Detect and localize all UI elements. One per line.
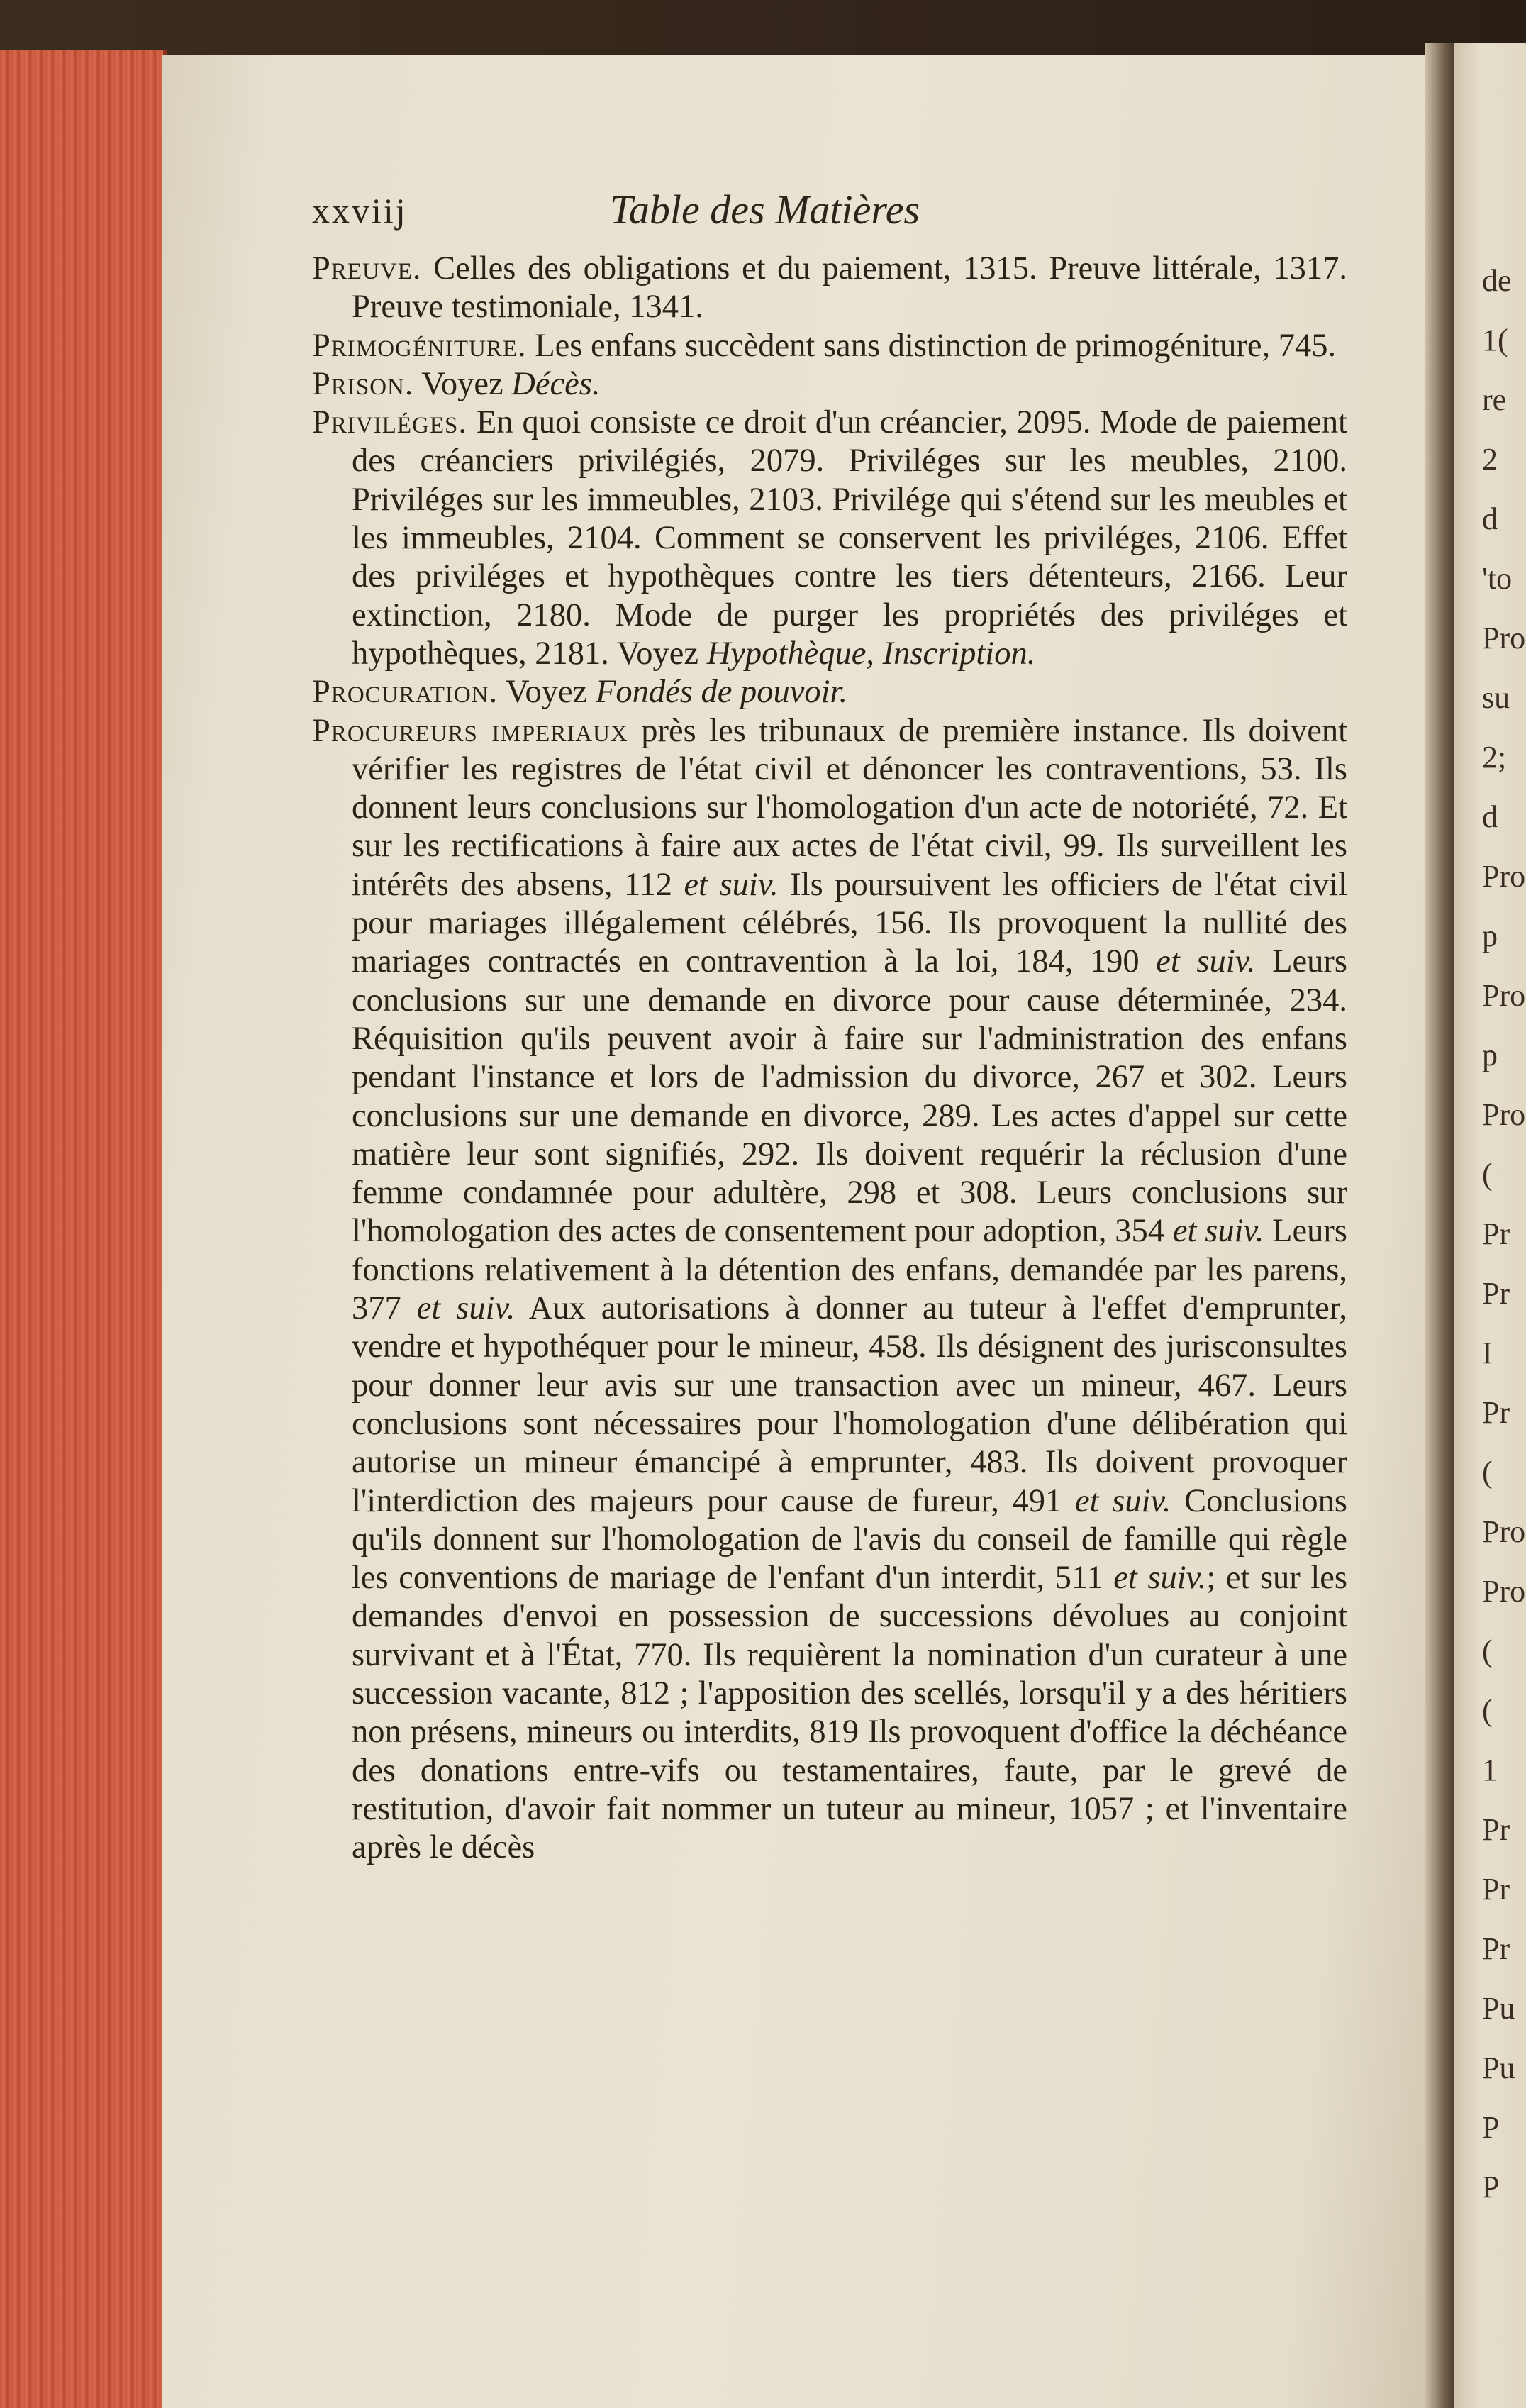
entry-text: Voyez: [413, 365, 512, 402]
entry-heading: Primogéniture.: [312, 327, 527, 364]
facing-page-fragment: Pr: [1482, 1276, 1510, 1311]
facing-page-fragment: p: [1482, 919, 1498, 953]
facing-page-fragment: d: [1482, 501, 1498, 536]
entry-heading: Prison.: [312, 365, 414, 402]
facing-page-fragment: (: [1482, 1633, 1493, 1668]
facing-page-fragment: 'to: [1482, 561, 1513, 596]
entry-crossref: Décès.: [511, 365, 601, 402]
facing-page-fragment: su: [1482, 680, 1510, 715]
entry-text: Les enfans succèdent sans distinction de primogéniture, 745.: [526, 327, 1337, 364]
index-entry: [312, 365, 1347, 404]
facing-page-fragment: (: [1482, 1455, 1493, 1489]
entry-crossref: et suiv.: [1075, 1482, 1171, 1519]
facing-page: [1454, 43, 1526, 2408]
facing-page-fragment: re: [1482, 382, 1507, 417]
index-entry: [312, 712, 1347, 1868]
facing-page-fragment: Pro: [1482, 1514, 1526, 1549]
facing-page-fragment: Pr: [1482, 1812, 1510, 1847]
facing-page-fragment: de: [1482, 263, 1512, 298]
entry-text: Ils poursuivent les officiers de l'état civil pour mariages illégalement célébrés, 156. Ils provoquent la nullité des mariages contractés en contravention à la loi, 184, 190: [352, 866, 1347, 980]
entry-heading: Preuve.: [312, 250, 422, 287]
entry-heading: Procureurs imperiaux: [312, 712, 628, 749]
facing-page-fragment: Pro: [1482, 1574, 1526, 1609]
facing-page-fragment: Pro: [1482, 621, 1526, 655]
entry-crossref: Fondés de pouvoir.: [595, 674, 848, 711]
index-entry: [312, 673, 1347, 711]
entry-crossref: Inscription.: [882, 635, 1036, 672]
entry-text: En quoi consiste ce droit d'un créancier, 2095. Mode de paiement des créanciers privilégiés, 2079. Priviléges sur les meubles, 2100. Priviléges sur les immeubles, 2103. Privilége qui s'étend sur les meubles et les immeubles, 2104. Comment se conservent les priviléges, 2106. Effet des priviléges et hypothèques contre les tiers détenteurs, 2166. Leur extinction, 2180. Mode de purger les propriétés des priviléges et hypothèques, 2181. Voyez: [352, 404, 1347, 672]
facing-page-fragment: 1: [1482, 1753, 1498, 1787]
facing-page-fragment: Pr: [1482, 1216, 1510, 1251]
facing-page-fragment: Pr: [1482, 1931, 1510, 1966]
entry-text: Aux autorisations à donner au tuteur à l'effet d'emprunter, vendre et hypothéquer pour le mineur, 458. Ils désignent des jurisconsultes pour donner leur avis sur une transaction avec un mineur, 467. Leurs conclusions sont nécessaires pour l'homologation d'une délibération qui autorise un mineur émancipé à emprunter, 483. Ils doivent provoquer l'interdiction des majeurs pour cause de fureur, 491: [352, 1290, 1347, 1519]
entry-crossref: et suiv.: [1113, 1560, 1207, 1597]
index-text-block: [312, 250, 1347, 1867]
entry-text: ,: [866, 635, 883, 672]
running-title: Table des Matières: [610, 187, 920, 233]
facing-page-fragment: Pu: [1482, 1991, 1515, 2026]
index-entry: [312, 404, 1347, 673]
entry-crossref: Hypothèque: [706, 635, 867, 672]
index-entry: [312, 250, 1347, 327]
entry-text: Celles des obligations et du paiement, 1315. Preuve littérale, 1317. Preuve testimoniale, 1341.: [352, 250, 1347, 326]
facing-page-fragment: Pr: [1482, 1872, 1510, 1907]
facing-page-fragment: p: [1482, 1038, 1498, 1072]
entry-text: ; et sur les demandes d'envoi en possession de successions dévolues au conjoint survivant et à l'État, 770. Ils requièrent la nomination d'un curateur à une succession vacante, 812 ; l'apposition des scellés, lorsqu'il y a des héritiers non présens, mineurs ou interdits, 819 Ils provoquent d'office la déchéance des donations entre-vifs ou testamentaires, faute, par le grevé de restitution, d'avoir fait nommer un tuteur au mineur, 1057 ; et l'inventaire après le décès: [352, 1560, 1347, 1866]
entry-crossref: et suiv.: [1172, 1213, 1264, 1250]
facing-page-fragment: Pr: [1482, 1395, 1510, 1430]
entry-heading: Priviléges.: [312, 404, 467, 441]
facing-page-fragment: 1(: [1482, 323, 1508, 357]
entry-crossref: et suiv.: [1156, 943, 1256, 980]
facing-page-fragment: Pro: [1482, 859, 1526, 894]
facing-page-fragment: (: [1482, 1693, 1493, 1728]
facing-page-fragment: 2;: [1482, 740, 1507, 775]
facing-page-fragment: P: [1482, 2110, 1500, 2145]
entry-crossref: et suiv.: [416, 1290, 516, 1327]
page-edge-stack: [0, 50, 167, 2408]
entry-text: Leurs conclusions sur une demande en divorce pour cause déterminée, 234. Réquisition qu'ils peuvent avoir à faire sur l'administration des enfans pendant l'instance et lors de l'admission du divorce, 267 et 302. Leurs conclusions sur une demande en divorce, 289. Les actes d'appel sur cette matière leur sont signifiés, 292. Ils doivent requérir la réclusion d'une femme condamnée pour adultère, 298 et 308. Leurs conclusions sur l'homologation des actes de consentement pour adoption, 354: [352, 943, 1347, 1250]
page-number: xxviij: [312, 191, 408, 231]
facing-page-fragment: 2: [1482, 442, 1498, 477]
facing-page-fragment: P: [1482, 2170, 1500, 2204]
index-entry: [312, 327, 1347, 365]
facing-page-fragment: Pro: [1482, 1097, 1526, 1132]
entry-heading: Procuration.: [312, 674, 499, 711]
entry-text: Conclusions qu'ils donnent sur l'homologation de l'avis du conseil de famille qui règle les conventions de mariage de l'enfant d'un interdit, 511: [352, 1482, 1348, 1597]
facing-page-fragment: Pro: [1482, 978, 1526, 1013]
entry-text: près les tribunaux de première instance. Ils doivent vérifier les registres de l'état civil et dénoncer les contraventions, 53. Ils donnent leurs conclusions sur l'homologation d'un acte de notoriété, 72. Et sur les rectifications à faire aux actes de l'état civil, 99. Ils surveillent les intérêts des absens, 112: [352, 712, 1347, 903]
entry-crossref: et suiv.: [684, 866, 779, 903]
facing-page-fragment: Pu: [1482, 2051, 1515, 2085]
entry-text: Voyez: [498, 674, 596, 711]
facing-page-fragment: I: [1482, 1336, 1493, 1370]
entry-text: Leurs fonctions relativement à la détention des enfans, demandée par les parens, 377: [352, 1213, 1348, 1327]
facing-page-fragment: (: [1482, 1157, 1493, 1192]
page-header: [312, 187, 1361, 247]
facing-page-fragment: d: [1482, 799, 1498, 834]
